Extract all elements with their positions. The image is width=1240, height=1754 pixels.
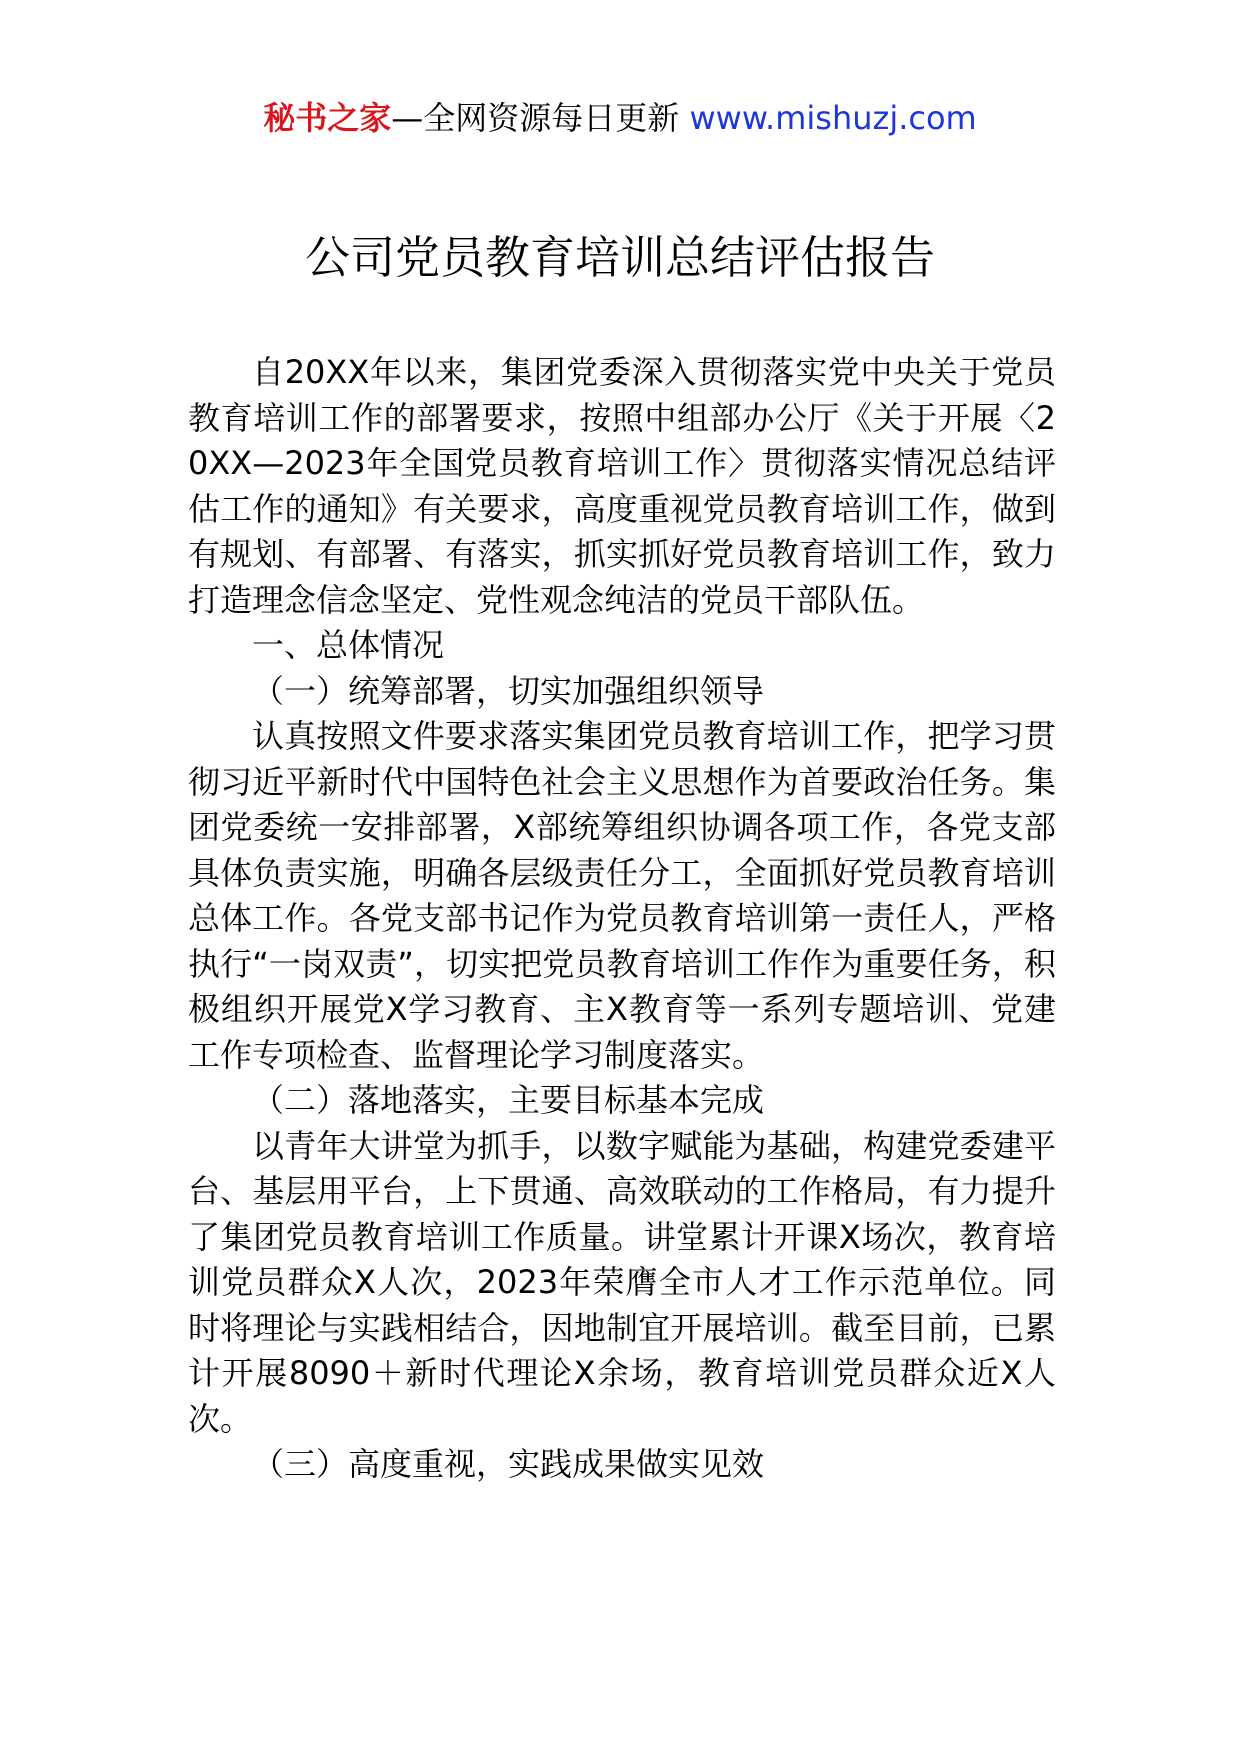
body-paragraph-2: 以青年大讲堂为抓手，以数字赋能为基础，构建党委建平台、基层用平台，上下贯通、高效联动的工作格局，有力提升了集团党员教育培训工作质量。讲堂累计开课X场次，教育培训党员群众X人次，2023年荣膺全市人才工作示范单位。同时将理论与实践相结合，因地制宜开展培训。截至目前，已累计开展8090＋新时代理论X余场，教育培训党员群众近X人次。 [188, 1126, 1056, 1438]
subsection-heading-1: （一）统筹部署，切实加强组织领导 [252, 671, 765, 710]
subsection-heading-3: （三）高度重视，实践成果做实见效 [252, 1445, 765, 1483]
brand-name: 秘书之家 [263, 99, 392, 137]
document-body [188, 350, 1056, 1488]
body-paragraph-1: 认真按照文件要求落实集团党员教育培训工作，把学习贯彻习近平新时代中国特色社会主义思想作为首要政治任务。集团党委统一安排部署，X部统筹组织协调各项工作，各党支部具体负责实施，明确各层级责任分工，全面抓好党员教育培训总体工作。各党支部书记作为党员教育培训第一责任人，严格执行“一岗双责”，切实把党员教育培训工作作为重要任务，积极组织开展党X学习教育、主X教育等一系列专题培训、党建工作专项检查、监督理论学习制度落实。 [188, 717, 1056, 1074]
banner-tagline: —全网资源每日更新 [391, 99, 690, 137]
site-banner [0, 98, 1240, 138]
section-heading-overview: 一、总体情况 [252, 626, 445, 664]
subsection-heading-2: （二）落地落实，主要目标基本完成 [252, 1081, 765, 1119]
intro-paragraph: 自20XX年以来，集团党委深入贯彻落实党中央关于党员教育培训工作的部署要求，按照中组部办公厅《关于开展〈20XX—2023年全国党员教育培训工作〉贯彻落实情况总结评估工作的通知》有关要求，高度重视党员教育培训工作，做到有规划、有部署、有落实，抓实抓好党员教育培训工作，致力打造理念信念坚定、党性观念纯洁的党员干部队伍。 [188, 353, 1056, 619]
document-title: 公司党员教育培训总结评估报告 [304, 231, 935, 284]
site-url-link[interactable]: www.mishuzj.com [689, 99, 977, 137]
